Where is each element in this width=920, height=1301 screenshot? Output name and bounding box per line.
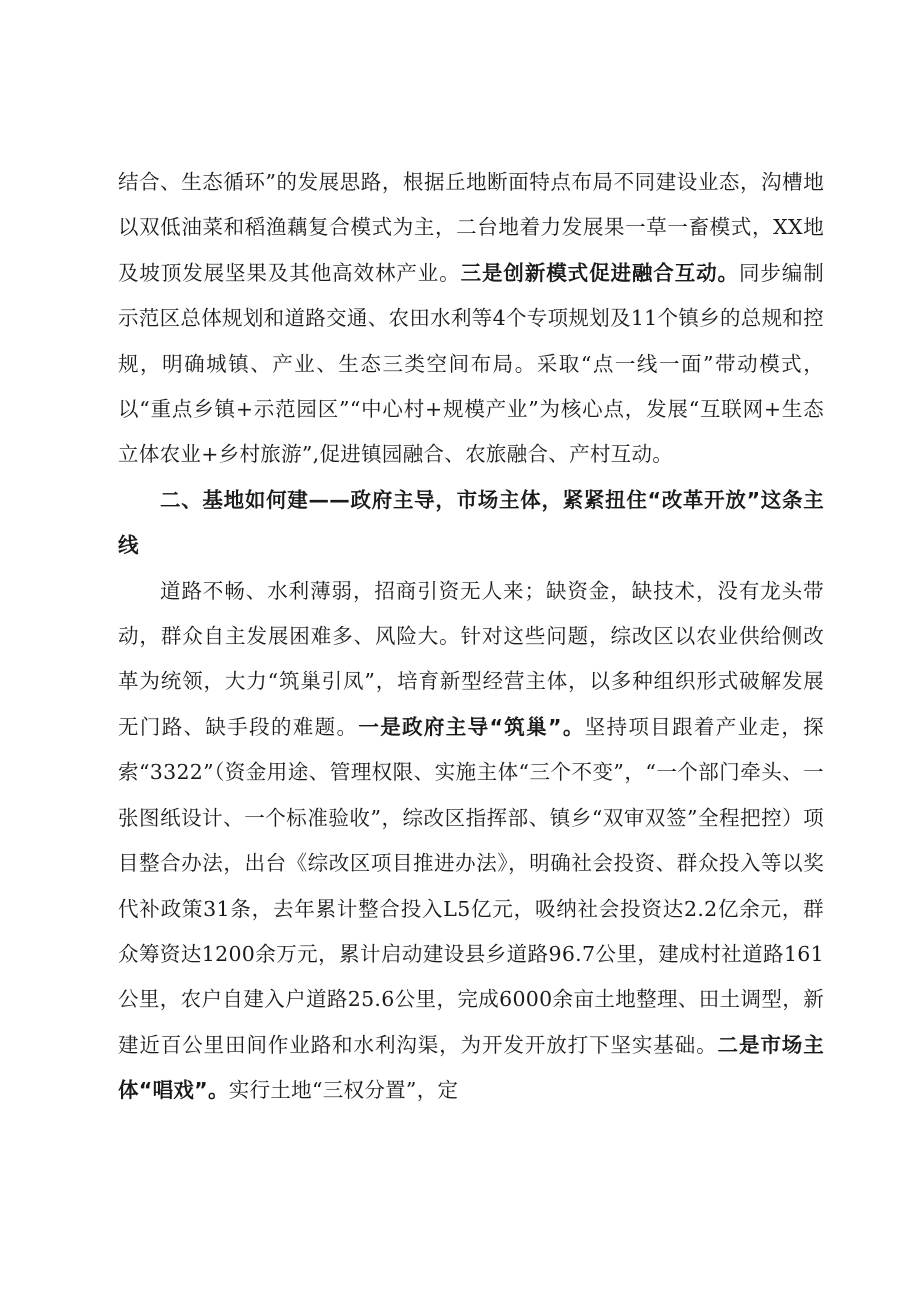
paragraph-text: 结合、生态循环”的发展思路，根据丘地断面特点布局不同建设业态，沟槽地以双低油菜和稻渔藕复合模式为主，二台地着力发展果一草一畜模式，XX地及坡顶发展坚果及其他高效林产业。 bbox=[118, 170, 824, 285]
paragraph-base-construction bbox=[118, 569, 824, 1114]
paragraph-text: 坚持项目跟着产业走，探索“3322”（资金用途、管理权限、实施主体“三个不变”，“一个部门牵头、一张图纸设计、一个标准验收”，综改区指挥部、镇乡“双审双签”全程把控）项目整合办法，出台《综改区项目推进办法》，明确社会投资、群众投入等以奖代补政策31条，去年累计整合投入L5亿元，吸纳社会投资达2.2亿余元，群众筹资达1200余万元，累计启动建设县乡道路96.7公里，建成村社道路161公里，农户自建入户道路25.6公里，完成6000余亩土地整理、田土调型，新建近百公里田间作业路和水利沟渠，为开发开放打下坚实基础。 bbox=[118, 714, 824, 1057]
paragraph-text: 实行土地“三权分置”，定 bbox=[228, 1078, 459, 1103]
bold-key-point: 一是政府主导“筑巢”。 bbox=[358, 714, 585, 739]
paragraph-development-model bbox=[118, 160, 824, 478]
document-page bbox=[118, 160, 824, 1114]
paragraph-text: 道路不畅、水利薄弱，招商引资无人来；缺资金，缺技术，没有龙头带动，群众自主发展困难多、风险大。针对这些问题，综改区以农业供给侧改革为统领，大力“筑巢引凤”，培育新型经营主体，以多种组织形式破解发展无门路、缺手段的难题。 bbox=[118, 578, 824, 739]
bold-key-point: 二是市场主体“唱戏”。 bbox=[118, 1032, 824, 1103]
bold-key-point: 三是创新模式促进融合互动。 bbox=[460, 260, 739, 285]
paragraph-text: 同步编制示范区总体规划和道路交通、农田水利等4个专项规划及11个镇乡的总规和控规，明确城镇、产业、生态三类空间布局。采取“点一线一面”带动模式，以“重点乡镇+示范园区”“中心村+规模产业”为核心点，发展“互联网+生态立体农业+乡村旅游”,促进镇园融合、农旅融合、产村互动。 bbox=[118, 260, 824, 467]
section-heading: 二、基地如何建——政府主导，市场主体，紧紧扭住“改革开放”这条主线 bbox=[118, 487, 824, 558]
